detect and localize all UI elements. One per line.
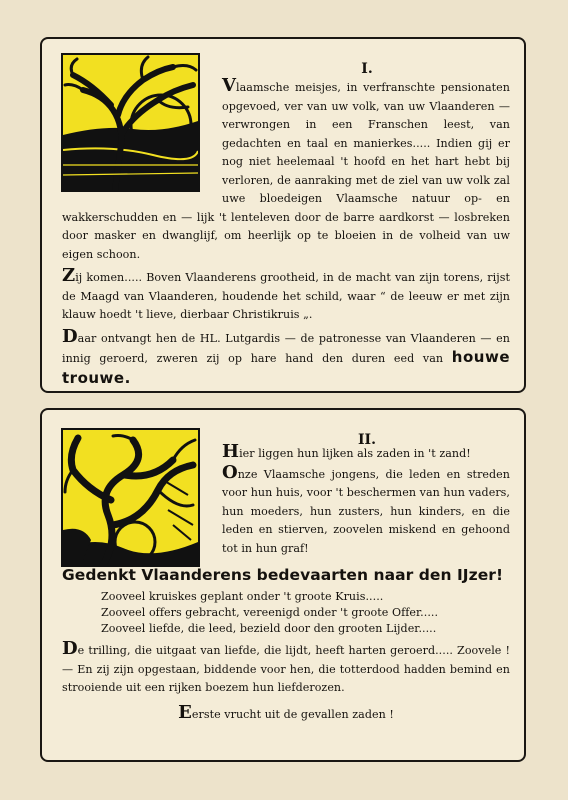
paragraph: Hier liggen hun lijken als zaden in 't zand! [222, 441, 471, 462]
panel-two [40, 408, 526, 762]
verse-line: Zooveel kruiskes geplant onder 't groote Kruis..... [101, 590, 384, 603]
paragraph: Daar ontvangt hen de HL. Lutgardis — de patronesse van Vlaanderen — en innig geroerd, zweren zij op hare hand den duren eed van houwe trouwe. [62, 325, 510, 387]
panel-one-text [62, 75, 510, 394]
section-numeral: II. [358, 432, 376, 448]
panel-one [40, 37, 526, 393]
panel-two-text [62, 441, 510, 729]
verse-line: Zooveel liefde, die leed, bezield door den grooten Lijder..... [101, 622, 437, 635]
pilgrimage-heading: Gedenkt Vlaanderens bedevaarten naar den IJzer! [62, 566, 504, 584]
paragraph: Onze Vlaamsche jongens, die leden en streden voor hun huis, voor 't beschermen van hun vaders, hun moeders, hun zusters, hun kinders, en die leden en stierven, zoovelen miskend en gehoond tot in hun graf! [222, 461, 510, 555]
oath-emphasis: houwe trouwe. [62, 348, 510, 387]
paragraph: Zij komen..... Boven Vlaanderens grootheid, in de macht van zijn torens, rijst de Maagd van Vlaanderen, houdende het schild, waar “ de leeuw er met zijn klauw hoedt 't lieve, dierbaar Christikruis „. [62, 265, 510, 321]
paragraph: De trilling, die uitgaat van liefde, die lijdt, heeft harten geroerd..... Zoovele ! — En zij zijn opgestaan, biddende voor hen, die totterdood hadden bemind en strooiende uit een rijken boezem hun liefderozen. [62, 638, 510, 694]
closing-line: Eerste vrucht uit de gevallen zaden ! [178, 701, 394, 723]
verse-line: Zooveel offers gebracht, vereenigd onder 't groote Offer..... [101, 606, 439, 619]
paragraph: Vlaamsche meisjes, in verfranschte pensionaten opgevoed, ver van uw volk, van uw Vlaanderen — verwrongen in een Franschen leest, van gedachten en taal en manierkes..... Indien gij er nog niet heelemaal 't hoofd en het hart hebt bij verloren, de aanraking met de ziel van uw volk zal uwe bloedeigen Vlaamsche natuur op- en wakkerschudden en — lijk 't lenteleven door de barre aardkorst — losbreken door masker en dwanglijf, om heerlijk op te bloeien in de volheid van uw eigen schoon. [62, 75, 510, 261]
section-numeral: I. [361, 61, 373, 77]
